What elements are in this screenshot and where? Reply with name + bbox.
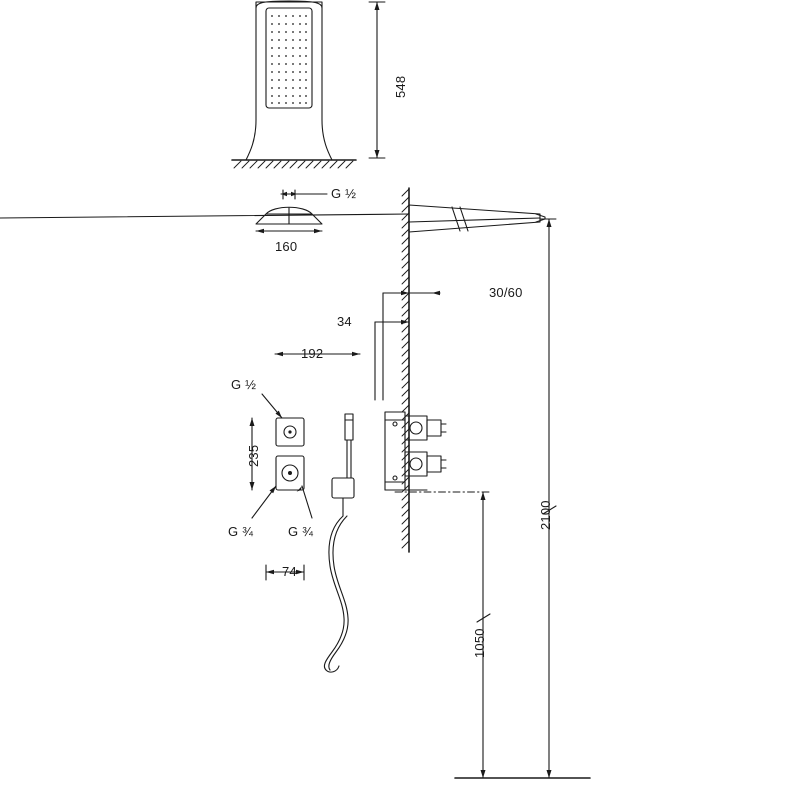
label-outlet-height: 1050	[472, 628, 487, 658]
leader-g-three-quarter-right	[297, 486, 312, 518]
dim-2100	[540, 219, 556, 778]
hand-shower	[332, 414, 354, 516]
label-wall-offset-b: 34	[337, 314, 352, 329]
dim-g-half-head	[281, 190, 327, 199]
dim-548	[369, 2, 385, 158]
label-mount-height: 2100	[538, 500, 553, 530]
label-head-height: 548	[393, 75, 408, 98]
label-valve-width: 74	[282, 564, 297, 579]
leader-g-three-quarter-left	[252, 486, 276, 518]
shower-hose	[324, 516, 348, 672]
wall-shower-arm	[0, 205, 545, 232]
leader-g-half-valve	[262, 394, 282, 418]
dim-30-60	[383, 291, 440, 295]
label-valve-height: 235	[246, 444, 261, 467]
shower-head-front-view	[232, 1, 356, 168]
label-head-inlet: G ½	[331, 186, 357, 201]
valve-body-front	[276, 418, 304, 490]
label-wall-offset-a: 30/60	[489, 285, 523, 300]
label-arm-length: 192	[301, 346, 324, 361]
valve-body-side	[385, 412, 446, 490]
label-valve-outlet-right: G ¾	[288, 524, 314, 539]
dim-160	[256, 229, 322, 233]
label-head-width: 160	[275, 239, 298, 254]
label-valve-outlet-left: G ¾	[228, 524, 254, 539]
label-valve-top-inlet: G ½	[231, 377, 257, 392]
wall-section	[402, 188, 409, 552]
